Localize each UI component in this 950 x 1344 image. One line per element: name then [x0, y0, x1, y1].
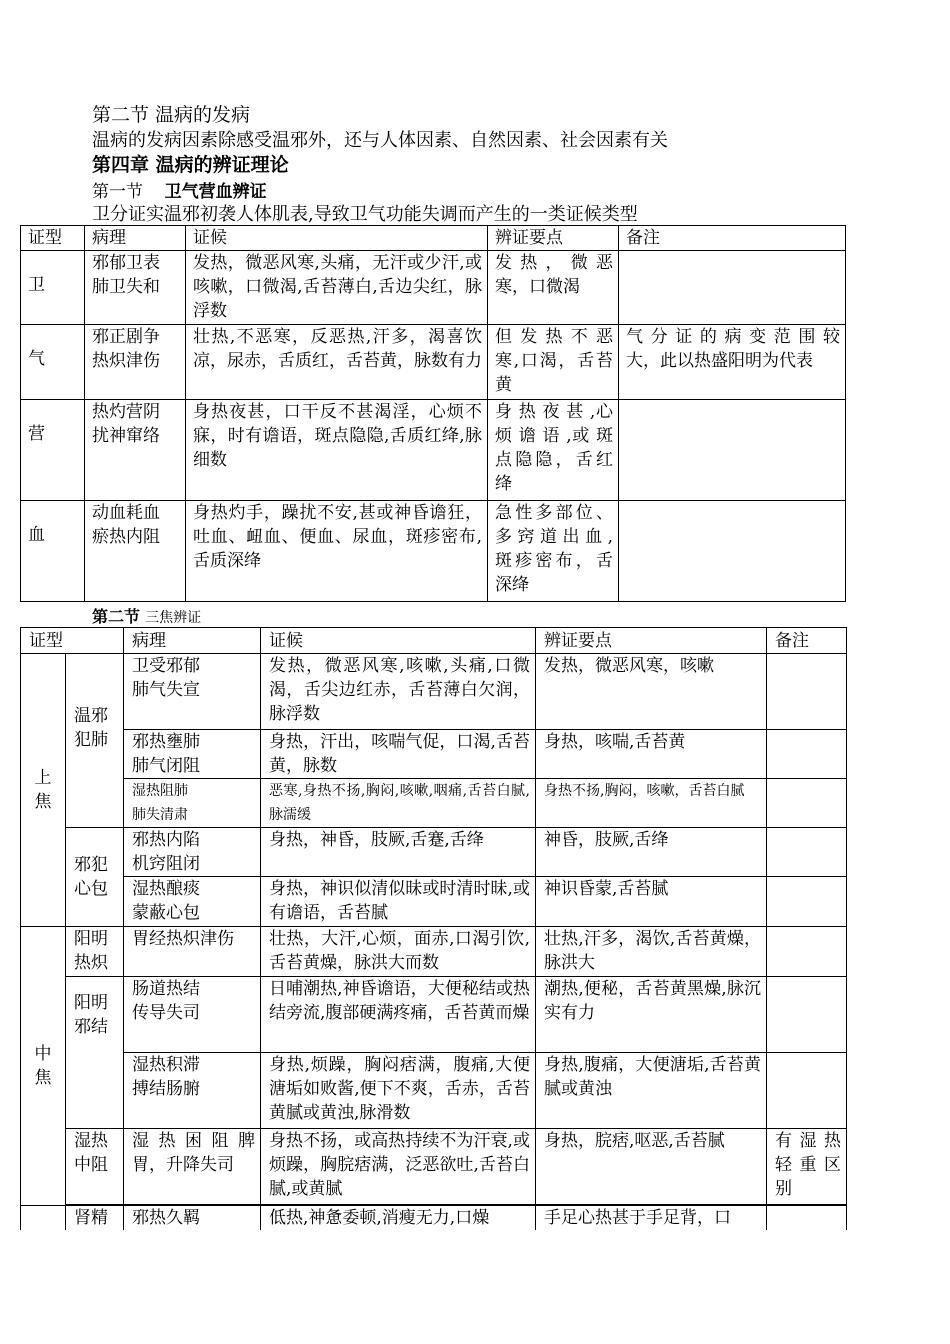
section-number: 第二节: [92, 607, 141, 626]
type-cell: 营: [21, 400, 85, 501]
table-row: [21, 501, 846, 602]
table-row: [21, 1129, 847, 1205]
subtype-cell: 温邪犯肺: [66, 654, 124, 828]
table-row: [21, 977, 847, 1053]
header-symptoms: 证候: [261, 628, 536, 654]
key-cell: 壮热,汗多，渴饮,舌苔黄燥，脉洪大: [536, 927, 767, 977]
pathology-cell: 湿 热 困 阻 脾胃，升降失司: [124, 1129, 261, 1205]
header-pathology: 病理: [85, 226, 186, 251]
pathology-cell: 湿热阻肺 肺失清肃: [124, 779, 261, 828]
pathology-cell: 热灼营阴 扰神窜络: [85, 400, 186, 501]
note-cell: [767, 877, 847, 927]
key-cell: 发热，微恶风寒，咳嗽: [536, 654, 767, 730]
subtype-cell: 肾精: [66, 1206, 124, 1231]
section-number: 第一节: [92, 182, 143, 202]
table-row: [21, 730, 847, 779]
note-cell: 有 湿 热 轻 重 区 别: [767, 1129, 847, 1205]
note-cell: [767, 654, 847, 730]
header-key-points: 辨证要点: [536, 628, 767, 654]
table-row: [21, 325, 846, 400]
pathology-cell: 邪正剧争 热炽津伤: [85, 325, 186, 400]
table-row: [21, 1053, 847, 1129]
symptoms-cell: 发热，微恶风寒,咳嗽,头痛,口微渴，舌尖边红赤，舌苔薄白欠润，脉浮数: [261, 654, 536, 730]
note-cell: 气 分 证 的 病 变 范 围 较 大，此以热盛阳明为代表: [619, 325, 846, 400]
key-cell: 身 热 夜 甚 ,心 烦 谵 语 ,或 斑 点隐隐，舌红绛: [488, 400, 619, 501]
pathology-cell: 邪热久羁: [124, 1206, 261, 1231]
table-row: [21, 927, 847, 977]
key-cell: 身热，咳喘,舌苔黄: [536, 730, 767, 779]
symptoms-cell: 身热灼手，躁扰不安,甚或神昏谵狂，吐血、衄血、便血、尿血，斑疹密布,舌质深绛: [186, 501, 488, 602]
key-cell: 发 热 ， 微 恶 寒，口微渴: [488, 251, 619, 325]
note-cell: [619, 501, 846, 602]
note-cell: [767, 927, 847, 977]
pathology-cell: 邪郁卫表 肺卫失和: [85, 251, 186, 325]
pathology-cell: 邪热内陷 机窍阻闭: [124, 828, 261, 877]
symptoms-cell: 身热,烦躁，胸闷痞满，腹痛,大便溏垢如败酱,便下不爽，舌赤，舌苔黄腻或黄浊,脉滑数: [261, 1053, 536, 1129]
subtype-cell: 邪犯心包: [66, 828, 124, 927]
header-pathology: 病理: [124, 628, 261, 654]
symptoms-cell: 身热，神昏，肢厥,舌蹇,舌绛: [261, 828, 536, 877]
symptoms-cell: 发热，微恶风寒,头痛，无汗或少汗,或咳嗽，口微渴,舌苔薄白,舌边尖红，脉浮数: [186, 251, 488, 325]
section-heading-sanjiao: [92, 604, 201, 627]
subtype-cell: 阳明热炽: [66, 927, 124, 977]
note-cell: [767, 1206, 847, 1231]
pathology-cell: 湿热积滞 搏结肠腑: [124, 1053, 261, 1129]
weiqi-table: [20, 225, 846, 602]
symptoms-cell: 壮热，大汗,心烦，面赤,口渴引饮,舌苔黄燥，脉洪大而数: [261, 927, 536, 977]
note-cell: [767, 828, 847, 877]
key-cell: 身热不扬,胸闷，咳嗽，舌苔白腻: [536, 779, 767, 828]
table-row: [21, 654, 847, 730]
symptoms-cell: 身热，神识似清似昧或时清时昧,或有谵语，舌苔腻: [261, 877, 536, 927]
subtype-cell: 湿热中阻: [66, 1129, 124, 1205]
jiao-cell-middle: 中焦: [21, 927, 66, 1206]
key-cell: 神识昏蒙,舌苔腻: [536, 877, 767, 927]
note-cell: [767, 730, 847, 779]
section-heading-onset: 第二节 温病的发病: [92, 104, 251, 126]
table-row: [21, 251, 846, 325]
key-cell: 急性多部位、多 窍 道 出 血 ,斑疹密布，舌深绛: [488, 501, 619, 602]
note-cell: [619, 251, 846, 325]
header-key-points: 辨证要点: [488, 226, 619, 251]
type-cell: 气: [21, 325, 85, 400]
key-cell: 手足心热甚于手足背，口: [536, 1206, 767, 1231]
key-cell: 身热,腹痛，大便溏垢,舌苔黄腻或黄浊: [536, 1053, 767, 1129]
header-symptoms: 证候: [186, 226, 488, 251]
pathology-cell: 湿热酿痰 蒙蔽心包: [124, 877, 261, 927]
pathology-cell: 邪热壅肺 肺气闭阻: [124, 730, 261, 779]
table-row: [21, 877, 847, 927]
header-notes: 备注: [767, 628, 847, 654]
note-cell: [767, 779, 847, 828]
sanjiao-table: [20, 627, 847, 1230]
symptoms-cell: 身热，汗出，咳喘气促，口渴,舌苔黄，脉数: [261, 730, 536, 779]
section-heading-weiqi: [92, 177, 267, 202]
header-type: 证型: [21, 628, 124, 654]
symptoms-cell: 恶寒,身热不扬,胸闷,咳嗽,咽痛,舌苔白腻,脉濡缓: [261, 779, 536, 828]
symptoms-cell: 身热夜甚，口干反不甚渴淫，心烦不寐，时有谵语，斑点隐隐,舌质红绛,脉细数: [186, 400, 488, 501]
section-text-onset: 温病的发病因素除感受温邪外，还与人体因素、自然因素、社会因素有关: [92, 130, 668, 151]
chapter-title: 第四章 温病的辨证理论: [92, 154, 289, 176]
key-cell: 潮热,便秘，舌苔黄黑燥,脉沉实有力: [536, 977, 767, 1053]
pathology-cell: 卫受邪郁 肺气失宣: [124, 654, 261, 730]
key-cell: 但 发 热 不 恶 寒,口渴，舌苔黄: [488, 325, 619, 400]
table-row: [21, 1206, 847, 1231]
symptoms-cell: 身热不扬，或高热持续不为汗衰,或烦躁，胸脘痞满，泛恶欲吐,舌苔白腻,或黄腻: [261, 1129, 536, 1205]
key-cell: 神昏，肢厥,舌绛: [536, 828, 767, 877]
note-cell: [767, 977, 847, 1053]
symptoms-cell: 日哺潮热,神昏谵语，大便秘结或热结旁流,腹部硬满疼痛，舌苔黄而燥: [261, 977, 536, 1053]
pathology-cell: 肠道热结 传导失司: [124, 977, 261, 1053]
symptoms-cell: 壮热,不恶寒，反恶热,汗多，渴喜饮凉，尿赤，舌质红，舌苔黄，脉数有力: [186, 325, 488, 400]
table-header-row: [21, 628, 847, 654]
subtype-cell: 阳明邪结: [66, 977, 124, 1129]
symptoms-cell: 低热,神惫委顿,消瘦无力,口燥: [261, 1206, 536, 1231]
jiao-cell-upper: 上焦: [21, 654, 66, 927]
section-title: 卫气营血辨证: [164, 182, 267, 202]
table-header-row: [21, 226, 846, 251]
header-type: 证型: [21, 226, 85, 251]
table-row: [21, 779, 847, 828]
jiao-cell-lower: [21, 1206, 66, 1231]
key-cell: 身热，脘痞,呕恶,舌苔腻: [536, 1129, 767, 1205]
section-intro: 卫分证实温邪初袭人体肌表,导致卫气功能失调而产生的一类证候类型: [92, 204, 638, 225]
table-row: [21, 828, 847, 877]
type-cell: 血: [21, 501, 85, 602]
table-row: [21, 400, 846, 501]
pathology-cell: 动血耗血 瘀热内阻: [85, 501, 186, 602]
pathology-cell: 胃经热炽津伤: [124, 927, 261, 977]
header-notes: 备注: [619, 226, 846, 251]
type-cell: 卫: [21, 251, 85, 325]
section-title: 三焦辨证: [145, 610, 202, 626]
note-cell: [767, 1053, 847, 1129]
note-cell: [619, 400, 846, 501]
